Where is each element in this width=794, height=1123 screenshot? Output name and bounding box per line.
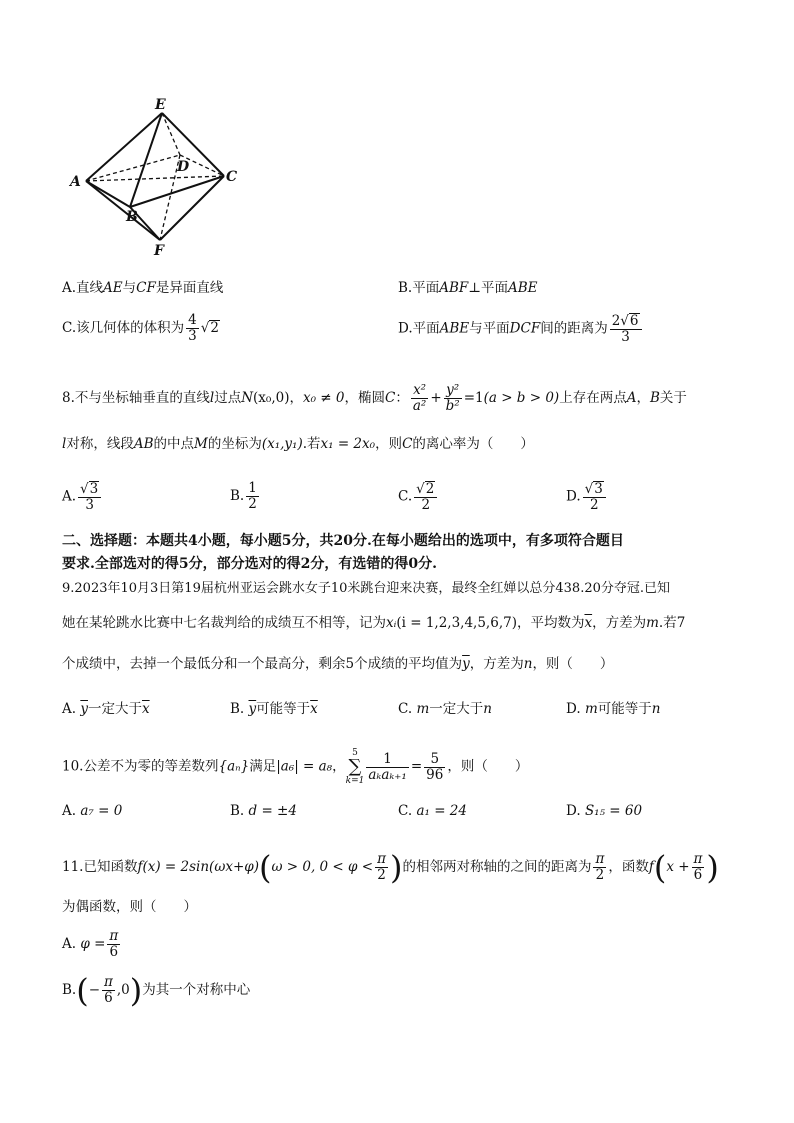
q7-option-d[interactable]: D.平面ABE与平面DCF间的距离为 $\frac{2√6}{3}$ (398, 313, 644, 345)
q11-option-b[interactable]: B.(− $\frac{\pi}{6}$ ,0)为其一个对称中心 (62, 971, 251, 1010)
q9-option-a[interactable]: A. $\overline{y}$一定大于$\overline{x}$ (62, 701, 150, 717)
q10-stem: 10.公差不为零的等差数列{aₙ}满足|a₆| = a₈， 5 ∑ k=1 $\frac{1}{\text{aₖaₖ₊₁}}$ = $\frac{5}{96}$ ，则（ ） (62, 748, 529, 786)
q11-option-a[interactable]: A. φ = $\frac{\pi}{6}$ (62, 928, 119, 960)
q7-option-a[interactable]: A.直线AE与CF是异面直线 (62, 280, 224, 296)
sqrt: √2 (200, 320, 219, 336)
edge-AB (86, 181, 130, 207)
q7-option-c[interactable]: C.该几何体的体积为 $\frac{4}{3}$ √2 (62, 312, 219, 344)
edge-AF (86, 181, 160, 240)
section2-heading-line1: 二、选择题：本题共4小题，每小题5分，共20分.在每小题给出的选项中，有多项符合题目 (62, 533, 624, 549)
label-F: F (154, 243, 164, 255)
q10-option-c[interactable]: C. a₁ = 24 (398, 803, 467, 819)
q11-stem: 11.已知函数f(x) = 2sin(ωx+φ)(ω > 0, 0 < φ < $\frac{\pi}{2}$ )的相邻两对称轴的之间的距离为 $\frac{\pi}{2}$ ，函数f(x + $\frac{\pi}{6}$ ) (62, 848, 719, 887)
summation: 5 ∑ k=1 (345, 748, 365, 786)
q8-line1: 8.不与坐标轴垂直的直线l过点N(x₀,0)，x₀ ≠ 0，椭圆C： $\frac{\text{x²}}{\text{a²}}$ + $\frac{\text{y²}}{\text{b²}}$ =1(a > b > 0)上存在两点A，B关于 (62, 382, 687, 414)
q8-option-a[interactable]: A. $\frac{√3}{3}$ (62, 481, 103, 513)
q11-line2: 为偶函数，则（ ） (62, 899, 197, 915)
q8-option-d[interactable]: D. $\frac{√3}{2}$ (566, 481, 608, 513)
q10-option-d[interactable]: D. S₁₅ = 60 (566, 803, 643, 819)
q9-option-d[interactable]: D. m可能等于n (566, 701, 661, 717)
octahedron-figure (60, 95, 250, 255)
fraction: $\frac{4}{3}$ (188, 312, 197, 344)
q7-option-b[interactable]: B.平面ABF⊥平面ABE (398, 280, 538, 296)
q10-option-b[interactable]: B. d = ±4 (230, 803, 297, 819)
label-B: B (126, 209, 138, 225)
q8-option-b[interactable]: B. $\frac{1}{2}$ (230, 480, 257, 512)
edge-AC (86, 176, 224, 181)
q9-line1: 9.2023年10月3日第19届杭州亚运会跳水女子10米跳台迎来决赛，最终全红婵以总分438.20分夺冠.已知 (62, 581, 671, 596)
q9-line3: 个成绩中，去掉一个最低分和一个最高分，剩余5个成绩的平均值为$\overline{y}$，方差为n，则（ ） (62, 656, 614, 672)
label-E: E (155, 97, 166, 113)
label-C: C (226, 169, 238, 185)
q9-line2: 她在某轮跳水比赛中七名裁判给的成绩互不相等，记为xᵢ(i = 1,2,3,4,5,6,7)，平均数为$\overline{x}$，方差为m.若7 (62, 615, 686, 631)
fraction: $\frac{2√6}{3}$ (610, 313, 642, 345)
q9-option-c[interactable]: C. m一定大于n (398, 701, 492, 717)
section2-heading-line2: 要求.全部选对的得5分，部分选对的得2分，有选错的得0分. (62, 556, 437, 572)
q8-line2: l对称，线段AB的中点M的坐标为(x₁,y₁).若x₁ = 2x₀，则C的离心率为（ ） (62, 436, 534, 452)
edge-EC (162, 113, 224, 176)
q8-option-c[interactable]: C. $\frac{√2}{2}$ (398, 481, 439, 513)
label-A: A (70, 174, 81, 190)
q9-option-b[interactable]: B. $\overline{y}$可能等于$\overline{x}$ (230, 701, 318, 717)
label-D: D (177, 159, 190, 175)
edge-ED (162, 113, 180, 155)
q10-option-a[interactable]: A. a₇ = 0 (62, 803, 123, 819)
